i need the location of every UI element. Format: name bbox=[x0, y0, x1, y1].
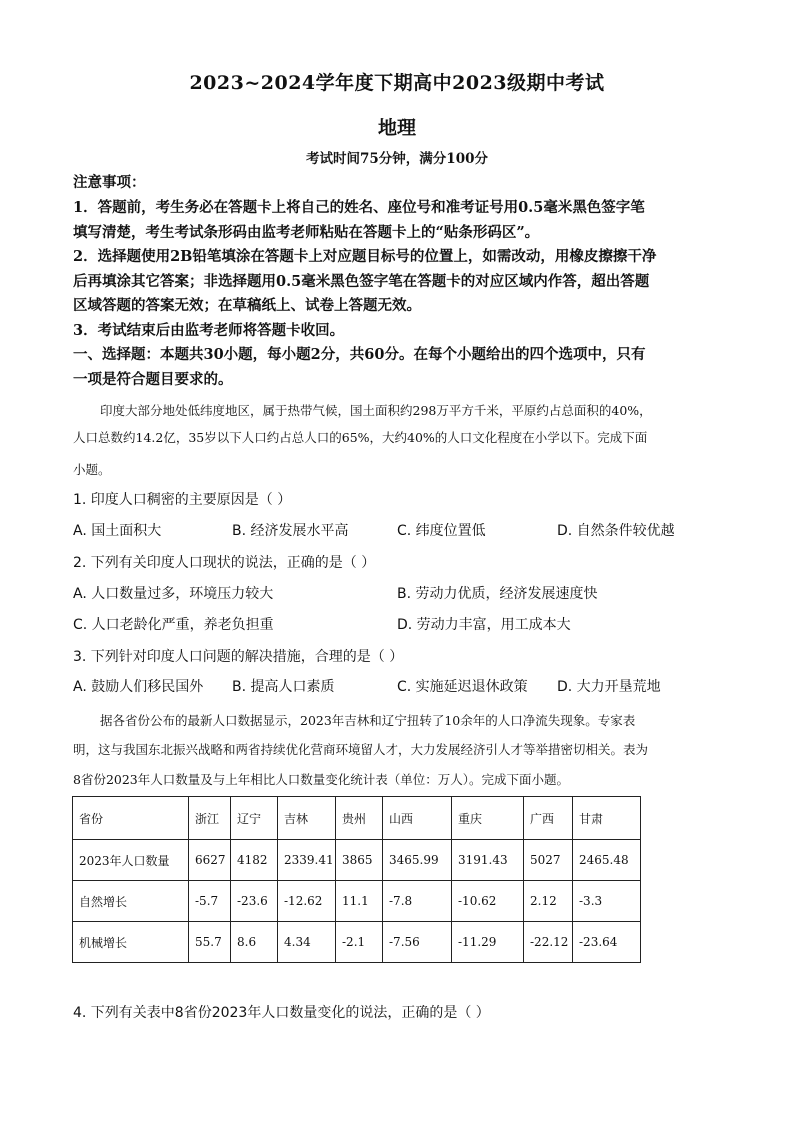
option-a: A. 国土面积大 bbox=[73, 523, 162, 539]
exam-title: 2023~2024学年度下期高中2023级期中考试 bbox=[189, 72, 605, 94]
table-header-cell: 贵州 bbox=[336, 797, 383, 840]
question-stem: 4. 下列有关表中8省份2023年人口数量变化的说法，正确的是（ ） bbox=[73, 1005, 490, 1021]
notice-line: 区域答题的答案无效；在草稿纸上、试卷上答题无效。 bbox=[73, 297, 421, 314]
section-heading: 一项是符合题目要求的。 bbox=[73, 371, 233, 388]
table-cell: 3465.99 bbox=[383, 840, 452, 881]
question-stem: 3. 下列针对印度人口问题的解决措施，合理的是（ ） bbox=[73, 649, 404, 665]
table-header-cell: 辽宁 bbox=[231, 797, 278, 840]
table-header-cell: 重庆 bbox=[452, 797, 524, 840]
table-cell: -10.62 bbox=[452, 881, 524, 922]
notice-line: 3．考试结束后由监考老师将答题卡收回。 bbox=[73, 322, 345, 339]
table-row bbox=[73, 922, 641, 963]
table-cell: -23.64 bbox=[573, 922, 641, 963]
table-cell: 2023年人口数量 bbox=[73, 840, 189, 881]
table-cell: -2.1 bbox=[336, 922, 383, 963]
table-cell: 5027 bbox=[524, 840, 573, 881]
option-c: C. 人口老龄化严重，养老负担重 bbox=[73, 617, 274, 633]
option-c: C. 实施延迟退休政策 bbox=[397, 679, 528, 695]
passage-line: 8省份2023年人口数量及与上年相比人口数量变化统计表（单位：万人）。完成下面小题。 bbox=[73, 772, 570, 787]
section-heading: 一、选择题：本题共30小题，每小题2分，共60分。在每个小题给出的四个选项中，只有 bbox=[73, 346, 646, 363]
notice-line: 填写清楚，考生考试条形码由监考老师粘贴在答题卡上的“贴条形码区”。 bbox=[73, 224, 540, 241]
table-cell: 机械增长 bbox=[73, 922, 189, 963]
table-cell: 4.34 bbox=[278, 922, 336, 963]
table-cell: -22.12 bbox=[524, 922, 573, 963]
table-cell: -12.62 bbox=[278, 881, 336, 922]
table-cell: -7.8 bbox=[383, 881, 452, 922]
question-stem: 2. 下列有关印度人口现状的说法，正确的是（ ） bbox=[73, 555, 376, 571]
population-table bbox=[72, 796, 641, 963]
table-cell: -23.6 bbox=[231, 881, 278, 922]
option-d: D. 大力开垦荒地 bbox=[557, 679, 661, 695]
table-cell: 55.7 bbox=[189, 922, 231, 963]
subject-title: 地理 bbox=[377, 117, 416, 139]
table-header-cell: 广西 bbox=[524, 797, 573, 840]
table-cell: -11.29 bbox=[452, 922, 524, 963]
option-c: C. 纬度位置低 bbox=[397, 523, 486, 539]
table-cell: 4182 bbox=[231, 840, 278, 881]
table-cell: 11.1 bbox=[336, 881, 383, 922]
table-cell: -5.7 bbox=[189, 881, 231, 922]
exam-time: 考试时间75分钟，满分100分 bbox=[306, 151, 488, 167]
passage-line: 人口总数约14.2亿，35岁以下人口约占总人口的65%，大约40%的人口文化程度在小学以下。完成下面 bbox=[73, 430, 648, 445]
option-b: B. 提高人口素质 bbox=[232, 679, 335, 695]
option-b: B. 劳动力优质，经济发展速度快 bbox=[397, 586, 598, 602]
option-d: D. 劳动力丰富，用工成本大 bbox=[397, 617, 571, 633]
passage-line: 小题。 bbox=[73, 462, 111, 477]
table-header-cell: 省份 bbox=[73, 797, 189, 840]
passage-line: 据各省份公布的最新人口数据显示，2023年吉林和辽宁扭转了10余年的人口净流失现象。专家表 bbox=[100, 713, 636, 728]
option-b: B. 经济发展水平高 bbox=[232, 523, 349, 539]
notice-heading: 注意事项： bbox=[73, 174, 146, 191]
table-cell: 8.6 bbox=[231, 922, 278, 963]
table-cell: 3865 bbox=[336, 840, 383, 881]
passage-line: 明，这与我国东北振兴战略和两省持续优化营商环境留人才，大力发展经济引人才等举措密切相关。表为 bbox=[73, 742, 649, 757]
option-a: A. 人口数量过多，环境压力较大 bbox=[73, 586, 274, 602]
table-cell: 2.12 bbox=[524, 881, 573, 922]
table-header-row bbox=[73, 797, 641, 840]
notice-line: 1．答题前，考生务必在答题卡上将自己的姓名、座位号和准考证号用0.5毫米黑色签字笔 bbox=[73, 199, 645, 216]
option-d: D. 自然条件较优越 bbox=[557, 523, 675, 539]
table-cell: 2339.41 bbox=[278, 840, 336, 881]
notice-line: 2．选择题使用2B铅笔填涂在答题卡上对应题目标号的位置上，如需改动，用橡皮擦擦干净 bbox=[73, 248, 657, 265]
table-header-cell: 山西 bbox=[383, 797, 452, 840]
table-cell: 3191.43 bbox=[452, 840, 524, 881]
table-header-cell: 浙江 bbox=[189, 797, 231, 840]
table-header-cell: 甘肃 bbox=[573, 797, 641, 840]
notice-line: 后再填涂其它答案；非选择题用0.5毫米黑色签字笔在答题卡的对应区域内作答，超出答题 bbox=[73, 273, 650, 290]
table-header-cell: 吉林 bbox=[278, 797, 336, 840]
table-cell: -3.3 bbox=[573, 881, 641, 922]
option-a: A. 鼓励人们移民国外 bbox=[73, 679, 204, 695]
passage-line: 印度大部分地处低纬度地区，属于热带气候，国土面积约298万平方千米，平原约占总面积的40%， bbox=[100, 403, 652, 418]
table-cell: -7.56 bbox=[383, 922, 452, 963]
table-row bbox=[73, 881, 641, 922]
table-cell: 自然增长 bbox=[73, 881, 189, 922]
table-cell: 2465.48 bbox=[573, 840, 641, 881]
question-stem: 1. 印度人口稠密的主要原因是（ ） bbox=[73, 492, 292, 508]
table-row bbox=[73, 840, 641, 881]
table-cell: 6627 bbox=[189, 840, 231, 881]
